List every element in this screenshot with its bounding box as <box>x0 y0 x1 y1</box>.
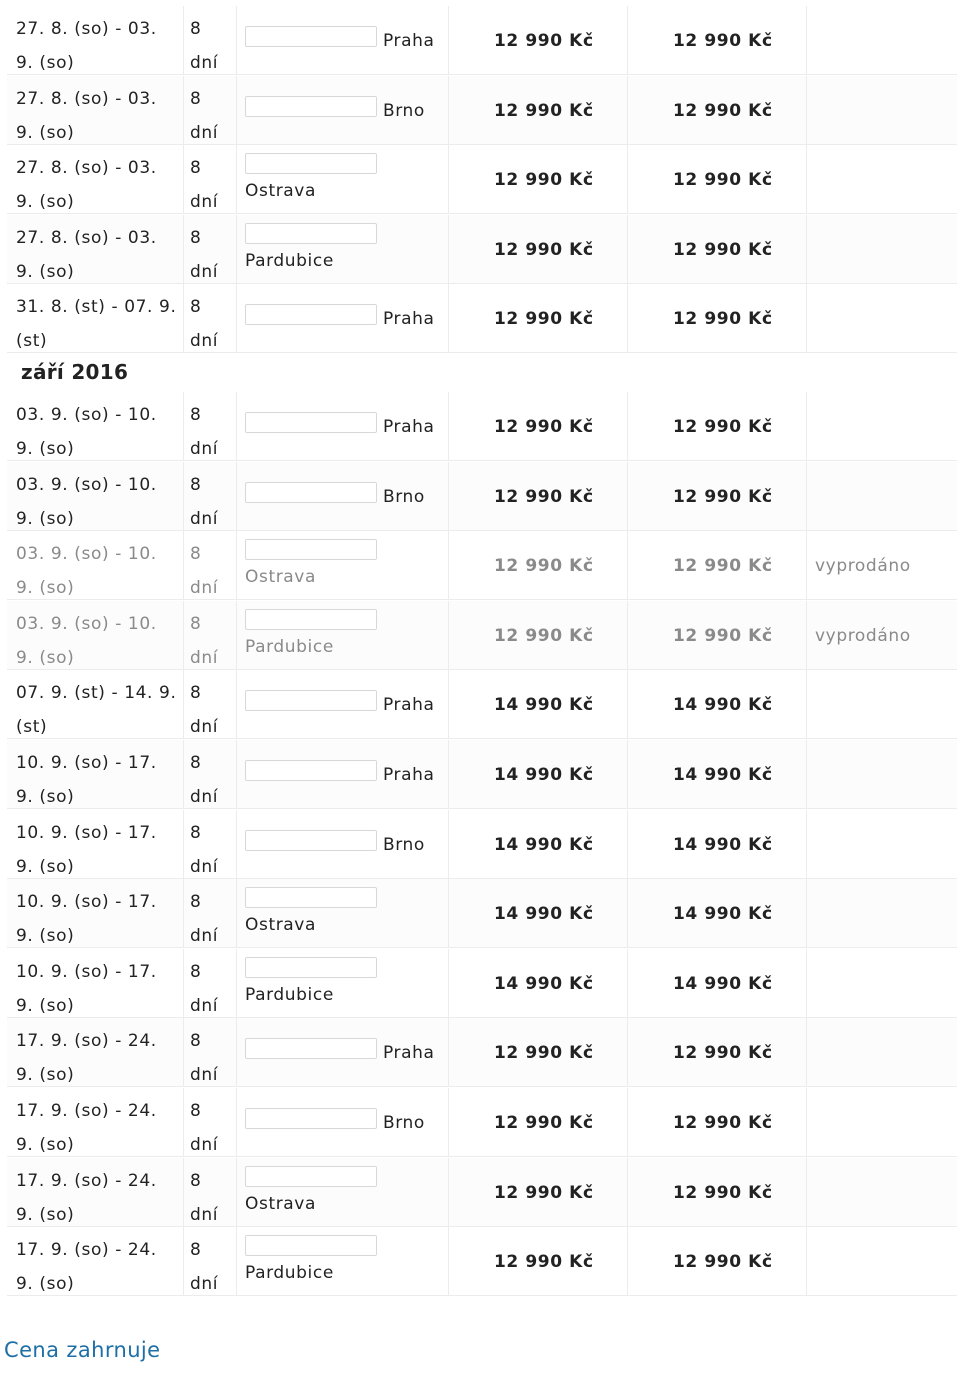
table-row <box>7 1018 957 1087</box>
term-dates-line1: 17. 9. (so) - 24. <box>16 1101 157 1121</box>
table-row <box>7 1227 957 1296</box>
column-divider <box>627 670 628 739</box>
column-divider <box>627 392 628 461</box>
term-dates <box>16 746 186 814</box>
term-dates <box>16 468 186 536</box>
term-dates <box>16 398 186 466</box>
term-dates-line1: 27. 8. (so) - 03. <box>16 19 157 39</box>
reserve-button[interactable] <box>245 412 377 433</box>
term-dates-line2: 9. (so) <box>16 926 75 947</box>
departure-city: Brno <box>383 486 425 507</box>
departure-city: Praha <box>383 31 435 51</box>
price-secondary: 14 990 Kč <box>673 973 773 994</box>
trip-length <box>190 1024 230 1092</box>
reserve-button[interactable] <box>245 1235 377 1256</box>
term-dates-line2: 9. (so) <box>16 1274 75 1295</box>
reserve-button[interactable] <box>245 957 377 978</box>
term-dates-line2: (st) <box>16 717 48 738</box>
price-includes-link[interactable]: Cena zahrnuje <box>4 1338 161 1362</box>
term-dates-line1: 03. 9. (so) - 10. <box>16 405 157 425</box>
term-dates <box>16 537 186 605</box>
price-primary: 12 990 Kč <box>494 1043 594 1064</box>
column-divider <box>448 670 449 739</box>
column-divider <box>806 462 807 531</box>
price-secondary: 12 990 Kč <box>673 1043 773 1064</box>
price-secondary: 12 990 Kč <box>673 31 773 51</box>
term-dates-line1: 31. 8. (st) - 07. 9. <box>16 297 177 318</box>
column-divider <box>448 1088 449 1157</box>
price-primary: 14 990 Kč <box>494 695 594 716</box>
column-divider <box>236 740 237 809</box>
column-divider <box>236 1018 237 1087</box>
term-dates <box>16 1233 186 1301</box>
trip-length <box>190 816 230 884</box>
price-primary: 12 990 Kč <box>494 239 594 260</box>
table-row <box>7 1158 957 1227</box>
reserve-button[interactable] <box>245 887 377 908</box>
departure-city: Pardubice <box>245 636 334 657</box>
table-row <box>7 670 957 739</box>
price-secondary: 12 990 Kč <box>673 625 773 646</box>
price-primary: 12 990 Kč <box>494 1252 594 1273</box>
trip-length-unit: dní <box>190 1135 219 1155</box>
trip-length-unit: dní <box>190 261 219 282</box>
departure-city: Praha <box>383 417 435 437</box>
price-primary: 14 990 Kč <box>494 765 594 785</box>
column-divider <box>806 670 807 739</box>
term-dates-line2: 9. (so) <box>16 53 75 73</box>
trip-length <box>190 955 230 1023</box>
reserve-button[interactable] <box>245 1038 377 1059</box>
term-dates <box>16 1164 186 1232</box>
column-divider <box>806 1158 807 1227</box>
table-row <box>7 145 957 214</box>
term-dates-line2: 9. (so) <box>16 122 75 143</box>
column-divider <box>806 6 807 75</box>
term-dates-line2: 9. (so) <box>16 261 75 282</box>
trip-length <box>190 746 230 814</box>
trip-length-number: 8 <box>190 1240 202 1261</box>
column-divider <box>627 740 628 809</box>
trip-length <box>190 1233 230 1301</box>
column-divider <box>806 740 807 809</box>
column-divider <box>448 6 449 75</box>
column-divider <box>627 1088 628 1157</box>
trip-length-number: 8 <box>190 1031 202 1052</box>
trip-length-unit: dní <box>190 331 219 352</box>
reserve-button[interactable] <box>245 830 377 851</box>
column-divider <box>448 462 449 531</box>
trip-length-unit: dní <box>190 192 219 213</box>
trip-length-number: 8 <box>190 1101 202 1121</box>
term-dates <box>16 221 186 289</box>
column-divider <box>627 531 628 600</box>
price-primary: 14 990 Kč <box>494 834 594 855</box>
term-dates-line2: 9. (so) <box>16 508 75 529</box>
reserve-button[interactable] <box>245 482 377 503</box>
reserve-button[interactable] <box>245 539 377 560</box>
departure-city: Praha <box>383 765 435 785</box>
trip-length-number: 8 <box>190 297 202 318</box>
table-row <box>7 76 957 145</box>
trip-length <box>190 885 230 953</box>
table-row <box>7 1088 957 1157</box>
column-divider <box>448 531 449 600</box>
term-dates-line2: 9. (so) <box>16 1204 75 1225</box>
trip-length <box>190 290 230 358</box>
trip-length-number: 8 <box>190 405 202 425</box>
price-secondary: 12 990 Kč <box>673 1113 773 1133</box>
column-divider <box>627 145 628 214</box>
trip-length-number: 8 <box>190 822 202 843</box>
price-secondary: 12 990 Kč <box>673 1182 773 1203</box>
column-divider <box>806 810 807 879</box>
column-divider <box>236 531 237 600</box>
table-row <box>7 601 957 670</box>
table-row <box>7 949 957 1018</box>
reserve-button[interactable] <box>245 760 377 781</box>
term-dates <box>16 290 186 358</box>
term-dates <box>16 607 186 675</box>
trip-length-unit: dní <box>190 1065 219 1086</box>
column-divider <box>627 215 628 284</box>
trip-length <box>190 12 230 80</box>
column-divider <box>236 6 237 75</box>
trip-length <box>190 676 230 744</box>
column-divider <box>627 601 628 670</box>
column-divider <box>236 1227 237 1296</box>
column-divider <box>627 879 628 948</box>
price-primary: 12 990 Kč <box>494 486 594 507</box>
column-divider <box>236 145 237 214</box>
column-divider <box>448 949 449 1018</box>
price-primary: 12 990 Kč <box>494 170 594 191</box>
column-divider <box>806 215 807 284</box>
column-divider <box>448 76 449 145</box>
term-dates <box>16 885 186 953</box>
column-divider <box>448 1227 449 1296</box>
trip-length-number: 8 <box>190 753 202 773</box>
column-divider <box>448 392 449 461</box>
table-row <box>7 879 957 948</box>
departure-city: Brno <box>383 834 425 855</box>
trip-length <box>190 607 230 675</box>
column-divider <box>448 810 449 879</box>
reserve-button[interactable] <box>245 153 377 174</box>
term-dates <box>16 1094 186 1162</box>
trip-length-unit: dní <box>190 856 219 877</box>
term-dates-line1: 17. 9. (so) - 24. <box>16 1240 157 1261</box>
column-divider <box>448 145 449 214</box>
trip-length <box>190 1164 230 1232</box>
term-dates-line1: 27. 8. (so) - 03. <box>16 158 157 179</box>
price-primary: 12 990 Kč <box>494 625 594 646</box>
column-divider <box>627 76 628 145</box>
term-dates-line1: 03. 9. (so) - 10. <box>16 474 157 495</box>
reserve-button[interactable] <box>245 690 377 711</box>
price-secondary: 12 990 Kč <box>673 170 773 191</box>
departure-city: Praha <box>383 1043 435 1064</box>
table-row <box>7 531 957 600</box>
reserve-button[interactable] <box>245 1108 377 1129</box>
column-divider <box>448 215 449 284</box>
price-secondary: 12 990 Kč <box>673 486 773 507</box>
trip-length-unit: dní <box>190 647 219 668</box>
trip-length <box>190 82 230 150</box>
term-dates <box>16 82 186 150</box>
term-dates-line1: 17. 9. (so) - 24. <box>16 1031 157 1052</box>
term-dates-line1: 03. 9. (so) - 10. <box>16 544 157 565</box>
price-primary: 12 990 Kč <box>494 556 594 577</box>
column-divider <box>236 810 237 879</box>
term-dates <box>16 151 186 219</box>
trip-length <box>190 151 230 219</box>
table-row <box>7 284 957 353</box>
table-row <box>7 810 957 879</box>
departure-city: Brno <box>383 1113 425 1133</box>
column-divider <box>236 949 237 1018</box>
term-dates-line2: 9. (so) <box>16 578 75 599</box>
column-divider <box>806 284 807 353</box>
column-divider <box>236 215 237 284</box>
column-divider <box>448 879 449 948</box>
reserve-button[interactable] <box>245 609 377 630</box>
term-dates <box>16 12 186 80</box>
price-secondary: 12 990 Kč <box>673 309 773 330</box>
column-divider <box>236 1088 237 1157</box>
trip-length-unit: dní <box>190 578 219 599</box>
column-divider <box>448 1018 449 1087</box>
availability-status: vyprodáno <box>815 625 911 646</box>
column-divider <box>806 1227 807 1296</box>
trip-length-number: 8 <box>190 961 202 982</box>
column-divider <box>627 462 628 531</box>
term-dates-line1: 27. 8. (so) - 03. <box>16 227 157 248</box>
column-divider <box>236 670 237 739</box>
column-divider <box>627 1018 628 1087</box>
price-secondary: 14 990 Kč <box>673 904 773 925</box>
term-dates-line1: 17. 9. (so) - 24. <box>16 1170 157 1191</box>
column-divider <box>806 145 807 214</box>
term-dates-line2: (st) <box>16 331 48 352</box>
reserve-button[interactable] <box>245 1166 377 1187</box>
trip-length-number: 8 <box>190 544 202 565</box>
column-divider <box>448 740 449 809</box>
price-primary: 12 990 Kč <box>494 417 594 437</box>
column-divider <box>236 392 237 461</box>
term-dates-line2: 9. (so) <box>16 192 75 213</box>
term-dates-line1: 10. 9. (so) - 17. <box>16 892 157 913</box>
price-primary: 14 990 Kč <box>494 904 594 925</box>
departure-city: Ostrava <box>245 915 316 936</box>
term-dates-line2: 9. (so) <box>16 439 75 459</box>
reserve-button[interactable] <box>245 304 377 325</box>
column-divider <box>627 6 628 75</box>
trip-length-unit: dní <box>190 1274 219 1295</box>
reserve-button[interactable] <box>245 223 377 244</box>
column-divider <box>236 601 237 670</box>
term-dates-line2: 9. (so) <box>16 1135 75 1155</box>
term-dates-line1: 10. 9. (so) - 17. <box>16 822 157 843</box>
column-divider <box>236 76 237 145</box>
column-divider <box>806 531 807 600</box>
trip-length-number: 8 <box>190 88 202 109</box>
column-divider <box>806 1088 807 1157</box>
departure-city: Ostrava <box>245 567 316 588</box>
column-divider <box>806 392 807 461</box>
column-divider <box>627 1158 628 1227</box>
trip-length <box>190 468 230 536</box>
trip-length <box>190 1094 230 1162</box>
trip-length-unit: dní <box>190 1204 219 1225</box>
price-secondary: 12 990 Kč <box>673 239 773 260</box>
departure-city: Ostrava <box>245 181 316 202</box>
trip-length-unit: dní <box>190 926 219 947</box>
table-row <box>7 392 957 461</box>
departure-city: Praha <box>383 309 435 330</box>
trip-length <box>190 221 230 289</box>
trip-length <box>190 398 230 466</box>
departure-city: Pardubice <box>245 250 334 271</box>
column-divider <box>627 949 628 1018</box>
trip-length-unit: dní <box>190 717 219 738</box>
trip-length <box>190 537 230 605</box>
column-divider <box>806 601 807 670</box>
term-dates-line2: 9. (so) <box>16 995 75 1016</box>
term-dates-line2: 9. (so) <box>16 1065 75 1086</box>
departure-city: Praha <box>383 695 435 716</box>
column-divider <box>806 879 807 948</box>
column-divider <box>806 949 807 1018</box>
term-dates-line1: 10. 9. (so) - 17. <box>16 961 157 982</box>
term-dates <box>16 1024 186 1092</box>
term-dates-line2: 9. (so) <box>16 856 75 877</box>
table-row <box>7 740 957 809</box>
trip-length-unit: dní <box>190 439 219 459</box>
price-primary: 14 990 Kč <box>494 973 594 994</box>
trip-length-number: 8 <box>190 1170 202 1191</box>
trip-length-number: 8 <box>190 613 202 634</box>
price-primary: 12 990 Kč <box>494 1113 594 1133</box>
trip-length-number: 8 <box>190 474 202 495</box>
trip-length-number: 8 <box>190 19 202 39</box>
price-secondary: 12 990 Kč <box>673 100 773 121</box>
price-secondary: 12 990 Kč <box>673 556 773 577</box>
column-divider <box>448 284 449 353</box>
price-secondary: 12 990 Kč <box>673 1252 773 1273</box>
term-dates-line2: 9. (so) <box>16 787 75 807</box>
trip-length-unit: dní <box>190 995 219 1016</box>
price-primary: 12 990 Kč <box>494 309 594 330</box>
trip-length-number: 8 <box>190 892 202 913</box>
price-secondary: 12 990 Kč <box>673 417 773 437</box>
term-dates-line1: 07. 9. (st) - 14. 9. <box>16 683 177 704</box>
month-heading: září 2016 <box>21 360 129 384</box>
term-dates-line1: 27. 8. (so) - 03. <box>16 88 157 109</box>
trip-length-number: 8 <box>190 683 202 704</box>
reserve-button[interactable] <box>245 96 377 117</box>
price-primary: 12 990 Kč <box>494 31 594 51</box>
reserve-button[interactable] <box>245 26 377 47</box>
column-divider <box>236 462 237 531</box>
trip-length-unit: dní <box>190 122 219 143</box>
column-divider <box>627 810 628 879</box>
price-secondary: 14 990 Kč <box>673 765 773 785</box>
trip-length-number: 8 <box>190 227 202 248</box>
departure-city: Pardubice <box>245 1263 334 1284</box>
term-dates-line1: 03. 9. (so) - 10. <box>16 613 157 634</box>
term-dates <box>16 955 186 1023</box>
column-divider <box>627 1227 628 1296</box>
column-divider <box>448 1158 449 1227</box>
column-divider <box>806 1018 807 1087</box>
price-primary: 12 990 Kč <box>494 100 594 121</box>
column-divider <box>236 879 237 948</box>
term-dates-line2: 9. (so) <box>16 647 75 668</box>
price-secondary: 14 990 Kč <box>673 695 773 716</box>
trip-length-unit: dní <box>190 53 219 73</box>
column-divider <box>627 284 628 353</box>
trip-length-number: 8 <box>190 158 202 179</box>
term-dates <box>16 816 186 884</box>
table-row <box>7 215 957 284</box>
column-divider <box>236 1158 237 1227</box>
column-divider <box>236 284 237 353</box>
departure-city: Brno <box>383 100 425 121</box>
trip-length-unit: dní <box>190 787 219 807</box>
term-dates <box>16 676 186 744</box>
term-dates-line1: 10. 9. (so) - 17. <box>16 753 157 773</box>
column-divider <box>806 76 807 145</box>
departure-city: Ostrava <box>245 1193 316 1214</box>
table-row <box>7 462 957 531</box>
departure-city: Pardubice <box>245 984 334 1005</box>
price-secondary: 14 990 Kč <box>673 834 773 855</box>
column-divider <box>448 601 449 670</box>
price-primary: 12 990 Kč <box>494 1182 594 1203</box>
availability-status: vyprodáno <box>815 556 911 577</box>
table-row <box>7 6 957 75</box>
trip-length-unit: dní <box>190 508 219 529</box>
